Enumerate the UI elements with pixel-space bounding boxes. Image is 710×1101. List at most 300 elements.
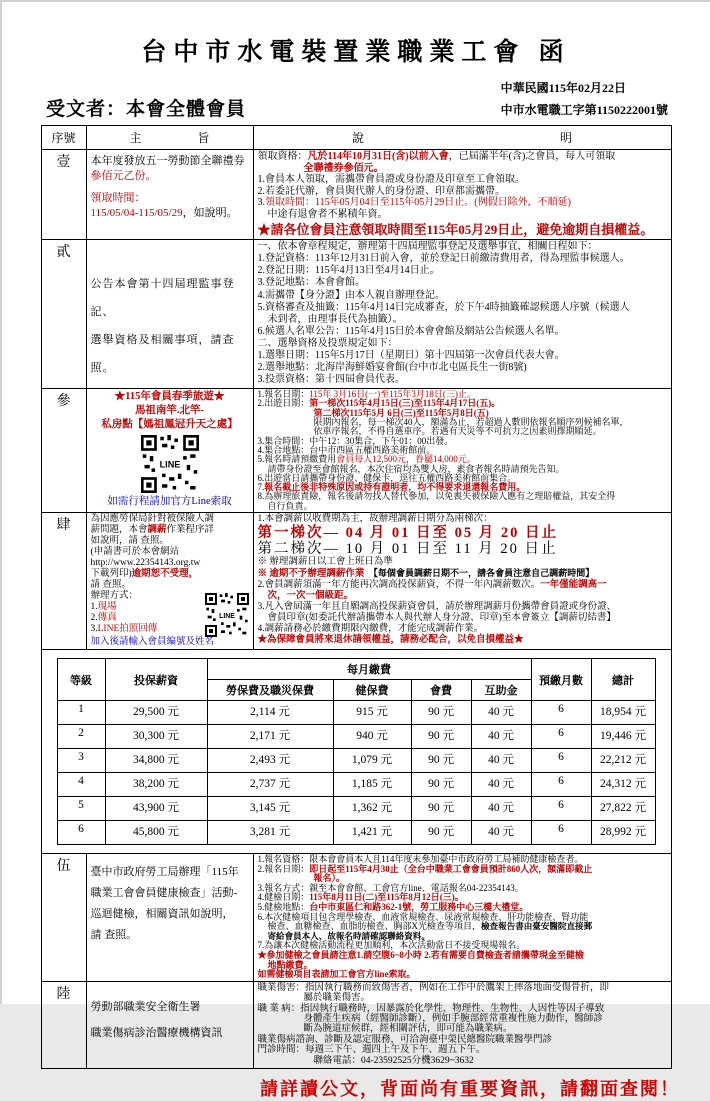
row-2-subject — [86, 240, 253, 389]
text-segment: 3.報名方式：親至本會會館、工會官方line、電話報名04-22354143。 — [257, 882, 524, 893]
text-line — [258, 1014, 667, 1024]
salary-cell: 3,281 元 — [207, 821, 333, 845]
text-line — [258, 209, 667, 221]
line-qr-code — [205, 593, 249, 637]
text-line — [258, 624, 667, 635]
text-segment: 7. — [257, 482, 265, 493]
text-segment: 一年僅能調高一 — [540, 580, 607, 591]
text-segment: 限期內報名，每一梯次40人，額滿為止，若超過人數則依報名順序列候補名單， — [313, 417, 629, 428]
text-line — [258, 1035, 667, 1045]
text-segment: 職業傷病諮詢、診斷及認定服務，可洽詢臺中榮民總醫院職業醫學門診 — [257, 1034, 553, 1045]
text-segment: 參佰元乙份。 — [90, 170, 157, 183]
text-line — [258, 602, 667, 613]
salary-row — [57, 797, 655, 821]
text-segment: http://www.22354143.org.tw — [90, 558, 201, 569]
salary-cell: 6 — [531, 797, 591, 821]
salary-cell: 40 元 — [471, 725, 531, 749]
text-line — [258, 1045, 667, 1055]
row-3-subject — [86, 389, 253, 513]
text-segment: 斷為腕道症候群，經相關評估，即可能為職業病。 — [303, 1024, 513, 1035]
text-segment: 如說明，請 查照。 — [90, 536, 169, 547]
text-line — [91, 994, 249, 1020]
salary-table-row — [41, 650, 671, 854]
text-segment: 本年度發放五一勞動節全聯禮券 — [90, 155, 245, 168]
salary-header-labor: 勞保費及職災保費 — [207, 680, 333, 701]
salary-cell: 1,362 元 — [333, 797, 411, 821]
text-segment: 5.資格審查及抽籤：115年4月14日完成審查，於下午4時抽籤確認候選人序號（候選人 — [257, 301, 630, 313]
salary-cell: 40 元 — [471, 797, 531, 821]
text-line — [258, 277, 667, 289]
salary-cell: 90 元 — [411, 797, 471, 821]
text-line — [91, 418, 249, 432]
row-6-subject — [86, 981, 253, 1068]
salary-cell: 30,300 元 — [105, 725, 207, 749]
text-line — [91, 191, 249, 206]
salary-row — [57, 701, 655, 725]
salary-cell: 43,900 元 — [105, 797, 207, 821]
text-line — [258, 591, 667, 602]
text-segment: 臺中市政府勞工局辦理「115年 — [90, 866, 239, 879]
row-3 — [41, 389, 671, 513]
text-line — [91, 637, 249, 648]
text-segment: 3.集合時間：中午12：30集合，下午01：00出發。 — [257, 435, 454, 446]
text-segment: 5.報名時請預繳費用 — [257, 454, 337, 465]
salary-header-monthly: 每月繳費 — [207, 659, 531, 680]
text-segment: 巡迴健檢，相關資訊如說明， — [90, 908, 234, 921]
text-segment: 自行負責。 — [267, 500, 313, 511]
row-3-subject-text — [91, 390, 249, 432]
text-segment: ★為保障會員將來退休請領權益，請務必配合，以免自損權益★ — [257, 635, 524, 646]
text-line — [91, 862, 249, 883]
text-segment: 4.集合地點：台中市西區五權西路美術館前。 — [257, 444, 436, 455]
salary-cell: 3 — [57, 749, 105, 773]
salary-cell: 90 元 — [411, 749, 471, 773]
text-line — [258, 338, 667, 350]
text-line — [258, 1024, 667, 1034]
text-segment: 一、依本會章程規定，辦理第十四屆理監事登記及選舉事宜，相關日程如下： — [257, 241, 598, 253]
text-line — [91, 904, 249, 925]
salary-header-salary: 投保薪資 — [105, 659, 207, 701]
text-line — [258, 314, 667, 326]
salary-cell: 90 元 — [411, 701, 471, 725]
text-segment: 報名截止後非特殊原因或持有證明者，均不得要求退還報名費用。 — [264, 482, 526, 493]
text-segment: 領取資格： — [257, 151, 308, 163]
text-segment: 次，一次一個級距。 — [267, 591, 354, 602]
doc-number: 中市水電職工字第1150222001號 — [500, 102, 668, 117]
salary-cell: 6 — [531, 773, 591, 797]
document-table — [41, 125, 672, 1069]
text-segment: 二、選舉資格及投票規定如下： — [257, 337, 398, 349]
text-segment: 3. — [257, 197, 265, 209]
salary-cell: 6 — [531, 725, 591, 749]
salary-cell: 1,079 元 — [333, 749, 411, 773]
text-segment: 中途有退會者不累積年資。 — [267, 208, 388, 220]
text-line — [91, 495, 249, 509]
text-line — [258, 241, 667, 253]
text-line — [91, 591, 201, 602]
text-segment: 第二梯次— 10 月 01 日至 11 月 20 日止 — [257, 541, 558, 558]
row-6 — [41, 981, 671, 1068]
qr-line-label: LINE — [218, 612, 235, 620]
text-segment: 6.候選人名單公告：115年4月15日於本會會館及網站公告候選人名單。 — [257, 325, 565, 337]
text-segment: 第一梯次115年4月15日(三)至115年4月17日(五)。 — [309, 398, 501, 409]
text-segment: 報名）。 — [313, 873, 346, 884]
row-4-seq: 肆 — [41, 513, 86, 650]
text-line — [258, 350, 667, 362]
salary-cell: 40 元 — [471, 701, 531, 725]
row-4-description — [253, 513, 671, 650]
text-segment: 3.登記地點：本會會館。 — [257, 277, 365, 289]
salary-cell: 34,800 元 — [105, 749, 207, 773]
letter-meta — [2, 68, 710, 123]
row-5-subject — [86, 854, 253, 982]
text-segment: 7.為讓本次健檢活動流程更加順利，本次活動當日不接受現場報名。 — [257, 940, 526, 951]
text-line — [258, 580, 667, 591]
text-line — [91, 883, 249, 904]
row-1-seq: 壹 — [41, 150, 86, 240]
salary-table-container — [41, 650, 671, 854]
text-segment: 職業傷病診治醫療機構資訊 — [90, 1026, 223, 1039]
text-line — [258, 568, 667, 580]
row-6-seq: 陸 — [41, 981, 86, 1068]
salary-cell: 6 — [531, 821, 591, 845]
row-1 — [41, 150, 671, 240]
salary-header-member: 會費 — [411, 680, 471, 701]
text-line — [91, 169, 249, 184]
text-segment: 馬祖南竿.北竿- — [134, 405, 205, 417]
row-2-description — [253, 240, 671, 389]
text-line — [91, 270, 249, 326]
text-segment: 辦理方式： — [90, 591, 139, 602]
row-5-description — [253, 854, 671, 982]
text-segment: ※ 辦理調薪日以工會上班日為準 — [257, 557, 393, 568]
text-line — [258, 253, 667, 265]
text-segment: 領取時間：115年05月04日至115年05月29日止。(例假日除外，不順延) — [265, 197, 571, 209]
text-segment: 2.報名日期： — [257, 863, 310, 874]
row-5 — [41, 854, 671, 982]
text-line — [258, 557, 667, 568]
row-1-subject — [86, 150, 253, 240]
col-header-seq: 序號 — [41, 126, 86, 150]
text-line — [91, 925, 249, 946]
text-line — [91, 525, 249, 536]
text-segment: 1.報名日期： — [257, 389, 310, 400]
salary-cell: 6 — [531, 749, 591, 773]
text-segment: 4.需攜帶【身分證】由本人親自辦理登記。 — [257, 289, 445, 301]
salary-row — [57, 725, 655, 749]
text-segment: 領取時間： — [90, 192, 146, 205]
text-segment: 現場 — [97, 602, 117, 613]
salary-cell: 40 元 — [471, 821, 531, 845]
text-segment: 3. — [90, 624, 98, 635]
salary-cell: 915 元 — [333, 701, 411, 725]
text-segment: 請 查照。 — [90, 580, 131, 591]
text-segment: 作業程序詳 — [166, 525, 215, 536]
salary-cell: 19,446 元 — [591, 725, 655, 749]
text-segment: (申請書可於本會網站 — [90, 547, 180, 558]
text-line — [258, 613, 667, 624]
text-segment: 寄給會員本人、故報名時請確認聯絡資料。 — [267, 930, 430, 941]
text-segment: 全聯禮券參佰元。 — [303, 162, 384, 174]
text-segment: 公告本會第十四屆理監事登記、 — [90, 278, 235, 319]
text-segment: 如需健檢項目表請加工會官方line索取。 — [257, 969, 416, 980]
text-line — [91, 206, 249, 221]
salary-cell: 90 元 — [411, 725, 471, 749]
text-segment: 1.本會調薪以收費期為主，故辦理調薪日期分為兩梯次： — [257, 514, 493, 525]
text-line — [91, 558, 249, 569]
desc-header-char: 明 — [559, 131, 572, 146]
row-4 — [41, 513, 671, 650]
text-segment: 請 查照。 — [90, 929, 138, 942]
text-segment: 6.出遊當日請攜帶身份證、健保卡，逕往五權西路美術館前集合。 — [257, 472, 517, 483]
text-segment: 職業傷害：指因執行職務而致傷害者，例如在工作中於鷹架上摔落地面受傷骨折，即 — [257, 982, 610, 993]
text-line — [91, 624, 201, 635]
text-segment: 第一梯次— 04 月 01 日至 05 月 20 日止 — [257, 525, 558, 542]
text-line — [91, 184, 249, 191]
text-line — [258, 502, 667, 511]
text-segment: 私房點【媽祖鳳冠升天之處】 — [101, 419, 238, 431]
row-1-description — [253, 150, 671, 240]
text-line — [258, 186, 667, 198]
salary-row — [57, 821, 655, 845]
page-title: 台中市水電裝置業職業工會 函 — [141, 39, 571, 66]
salary-cell: 3,145 元 — [207, 797, 333, 821]
salary-header-row-1 — [57, 659, 655, 680]
salary-cell: 90 元 — [411, 773, 471, 797]
text-segment: 選舉資格及相關事項，請查照。 — [90, 334, 235, 375]
salary-cell: 40 元 — [471, 749, 531, 773]
row-3-seq: 參 — [41, 389, 86, 513]
text-segment: 加入後請輸入會員編號及姓名 — [90, 637, 215, 648]
text-segment: 地點繳費。 — [267, 959, 313, 970]
text-segment: 身體產生疾病（經醫師診斷），例如手腕部經常重複性施力動作，醫師診 — [303, 1013, 603, 1024]
text-segment: 1.登記資格：113年12月31日前入會，並於登記日前繳清費用者，得為理監事候選人。 — [257, 253, 630, 265]
text-segment: ，如說明。 — [182, 207, 238, 220]
salary-cell: 2,114 元 — [207, 701, 333, 725]
salary-cell: 1 — [57, 701, 105, 725]
text-segment: 台中市東區仁和路362-1號，勞工服務中心三樓大禮堂。 — [309, 902, 529, 913]
salary-cell: 2 — [57, 725, 105, 749]
text-segment: 6.本次健檢項目包含理學檢查、血液常規檢查、尿液常規檢查、肝功能檢查、腎功能 — [257, 911, 589, 922]
text-line — [91, 326, 249, 382]
text-segment: 如需行程請加官方Line索取 — [107, 496, 232, 508]
salary-cell: 6 — [57, 821, 105, 845]
salary-row — [57, 749, 655, 773]
recipient-line: 受文者：本會全體會員 — [46, 99, 247, 121]
text-segment: 逾期恕不受理， — [131, 569, 199, 580]
subject-header-char: 主 — [129, 131, 142, 146]
text-segment: 職 業 病：指因執行職務時，因暴露於化學性、物理性、生物性、人因性等因子導致 — [257, 1003, 605, 1014]
issue-date: 中華民國115年02月22日 — [500, 81, 626, 95]
desc-header-char: 說 — [352, 131, 365, 146]
salary-row — [57, 773, 655, 797]
text-segment: 8.為辦理旅責險，報名後請勿找人替代參加，以免喪失被保險人應有之理賠權益，其安全得 — [257, 491, 616, 502]
row-2 — [41, 240, 671, 389]
salary-cell: 5 — [57, 797, 105, 821]
text-segment: 會員每人12,500元，眷屬14,000元。 — [336, 454, 476, 465]
text-line — [91, 390, 249, 404]
text-segment: 2.會員調薪須滿一年方能再次調高投保薪資，不得一年內調薪數次。 — [257, 580, 541, 591]
text-segment: ★請各位會員注意領取時間至115年05月29日止，避免逾期自損權益。 — [257, 222, 654, 238]
row-6-description — [253, 981, 671, 1068]
text-segment: 門診時間：每週三下午、週四上午及下午、週五下午。 — [257, 1045, 486, 1056]
text-segment: 勞動部職業安全衛生署 — [90, 1000, 201, 1013]
text-segment: 即日起至115年4月30止（全台中職業工會會員預計860人次，額滿即截止 — [309, 863, 593, 874]
text-segment: 薪問題，本會 — [90, 525, 148, 536]
text-line — [258, 265, 667, 277]
row-4-subject-text — [91, 514, 249, 591]
text-segment: ★參加健檢之會員請注意1.請空腹6~8小時 2.若有需要自費檢查者請攜帶現金至健檢 — [257, 949, 584, 960]
text-segment: 會員印章(如委託代辦請攜帶本人與代辦人身分證、印章)至本會簽立【調薪切結書】 — [267, 613, 616, 624]
salary-header-prepaid: 預繳月數 — [531, 659, 591, 701]
text-segment: 115年8月11日(二)至115年8月12日(三)。 — [309, 892, 464, 903]
salary-header-total: 總計 — [591, 659, 655, 701]
text-segment: 3.凡入會屆滿一年且自願調高投保薪資會員，請於辦理調薪月份攜帶會員證或身份證、 — [257, 602, 617, 613]
text-line — [258, 993, 667, 1003]
text-segment: 檢查報告書由臺安醫院直接郵 — [481, 921, 593, 932]
row-4-method-block — [91, 591, 249, 637]
qr-line-label: LINE — [159, 459, 180, 470]
text-segment: 第二梯次115年5月 6日(三)至115年5月8日(五) — [313, 407, 489, 418]
text-line — [258, 290, 667, 302]
text-segment: 下載列印) — [90, 569, 132, 580]
salary-cell: 2,737 元 — [207, 773, 333, 797]
text-line — [258, 326, 667, 338]
salary-cell: 90 元 — [411, 821, 471, 845]
text-line — [258, 362, 667, 374]
line-qr-code — [141, 435, 199, 493]
text-segment: 未到者，由理事長代為抽籤）。 — [267, 313, 403, 325]
row-5-seq: 伍 — [41, 854, 86, 982]
row-4-method-list — [91, 591, 201, 635]
text-line — [258, 983, 667, 993]
salary-cell: 22,212 元 — [591, 749, 655, 773]
text-line — [258, 951, 667, 961]
text-segment: 聯絡電話：04-23592525分機3629~3632 — [313, 1055, 474, 1066]
col-header-desc — [253, 126, 671, 150]
text-segment: 2. — [90, 613, 98, 624]
salary-cell: 1,421 元 — [333, 821, 411, 845]
text-line — [91, 547, 249, 558]
text-segment: 檢查、血糖檢查、血脂肪檢查、胸部X光檢查等項目， — [267, 921, 482, 932]
text-segment: 2.選舉地點：北海岸海鮮婚宴會館(台中市北屯區長生一街8號) — [257, 362, 527, 374]
text-line — [258, 174, 667, 186]
text-segment: 1.會員本人領取，需攜帶會員證或身份證及印章至工會領取。 — [257, 174, 525, 186]
text-line — [258, 302, 667, 314]
date-block — [501, 78, 668, 121]
salary-cell: 2,171 元 — [207, 725, 333, 749]
salary-cell: 2,493 元 — [207, 749, 333, 773]
text-segment: 4.調薪請務必於繳費期限內繳費，才能完成調薪作業。 — [257, 624, 484, 635]
text-segment: 為因應勞保局針對被保險人調 — [90, 514, 215, 525]
text-line — [91, 154, 249, 169]
salary-cell: 29,500 元 — [105, 701, 207, 725]
text-line — [258, 151, 667, 163]
salary-cell: 27,822 元 — [591, 797, 655, 821]
text-segment: 請帶身份證至會館報名，本次住宿均為雙人房，素食者報名時請預先告知。 — [267, 463, 565, 474]
text-line — [91, 613, 201, 624]
text-segment: 1.報名資格：限本會會員本人且114年度未參加臺中市政府勞工局補助健康檢查者。 — [257, 854, 584, 865]
text-line — [258, 163, 667, 175]
salary-table-body — [57, 701, 655, 845]
text-line — [258, 1004, 667, 1014]
text-line — [258, 970, 667, 980]
text-segment: ※ 逾期不予辦理調薪作業 — [257, 569, 365, 580]
salary-cell: 1,185 元 — [333, 773, 411, 797]
text-segment: 傳真 — [97, 613, 117, 624]
salary-cell: 38,200 元 — [105, 773, 207, 797]
footer-notice: 請詳讀公文，背面尚有重要資訊，請翻面查閱！ — [260, 1078, 680, 1099]
text-line — [258, 514, 667, 525]
salary-cell: 45,800 元 — [105, 821, 207, 845]
text-line — [258, 492, 667, 501]
col-header-subject — [86, 126, 253, 150]
text-segment: 115年 3月16日(一)至115年3月18日(三)止。 — [309, 389, 476, 400]
text-line — [258, 374, 667, 386]
text-segment: 1.選舉日期：115年5月17日（星期日）第十四屆第一次會員代表大會。 — [257, 350, 565, 362]
text-line — [258, 541, 667, 557]
text-segment: 2.出遊日期： — [257, 398, 310, 409]
text-segment: 2.登記日期：115年4月13日至4月14日止。 — [257, 265, 440, 277]
text-segment: 職業工會會員健康檢查」活動- — [90, 887, 238, 900]
text-segment: LINE拍照回傳 — [97, 624, 158, 635]
salary-cell: 24,312 元 — [591, 773, 655, 797]
text-segment: ★115年會員春季旅遊★ — [114, 391, 225, 403]
text-line — [91, 536, 249, 547]
text-segment: 3.投票資格：第十四屆會員代表。 — [257, 374, 405, 386]
salary-cell: 940 元 — [333, 725, 411, 749]
text-segment: 調薪 — [147, 525, 167, 536]
text-line — [258, 197, 667, 209]
desc-header — [352, 129, 572, 146]
text-line — [91, 1020, 249, 1046]
salary-cell: 40 元 — [471, 773, 531, 797]
salary-header-mutual: 互助金 — [471, 680, 531, 701]
text-segment: 屬於職業傷害。 — [303, 993, 371, 1004]
salary-cell: 18,954 元 — [591, 701, 655, 725]
row-3-description — [253, 389, 671, 513]
text-segment: 2.若委託代辦，會員與代辦人的身份證、印章都需攜帶。 — [257, 185, 505, 197]
text-line — [258, 525, 667, 541]
text-segment: ，已屆滿半年(含)之會員，每人可領取 — [448, 151, 616, 163]
text-segment: 1. — [90, 602, 98, 613]
text-segment: 【每個會員調薪日期不一，請各會員注意自己調薪時間】 — [364, 568, 595, 579]
salary-cell: 4 — [57, 773, 105, 797]
row-4-subject — [86, 513, 253, 650]
text-segment: 依車序報名，不得自選車序。若遇有天災等不可抗力之因素則擇期順延。 — [313, 426, 602, 437]
salary-table — [57, 658, 656, 845]
text-segment: 115/05/04-115/05/29 — [90, 207, 183, 220]
text-line — [258, 1056, 667, 1066]
text-segment: 凡於114年10月31日(含)以前入會 — [307, 151, 449, 163]
row-2-seq: 貳 — [41, 240, 86, 389]
table-header-row — [41, 126, 671, 150]
salary-cell: 6 — [531, 701, 591, 725]
text-line — [91, 514, 249, 525]
salary-header-health: 健保費 — [333, 680, 411, 701]
text-line — [91, 404, 249, 418]
text-segment: 4.健檢日期： — [257, 892, 310, 903]
text-line — [258, 635, 667, 646]
salary-cell: 28,992 元 — [591, 821, 655, 845]
text-line — [91, 602, 201, 613]
text-segment: 5.健檢地點： — [257, 902, 310, 913]
row-3-subject-caption — [91, 495, 249, 509]
text-line — [91, 569, 249, 580]
salary-header-level: 等級 — [57, 659, 105, 701]
text-line — [91, 580, 249, 591]
subject-header-char: 旨 — [197, 131, 210, 146]
